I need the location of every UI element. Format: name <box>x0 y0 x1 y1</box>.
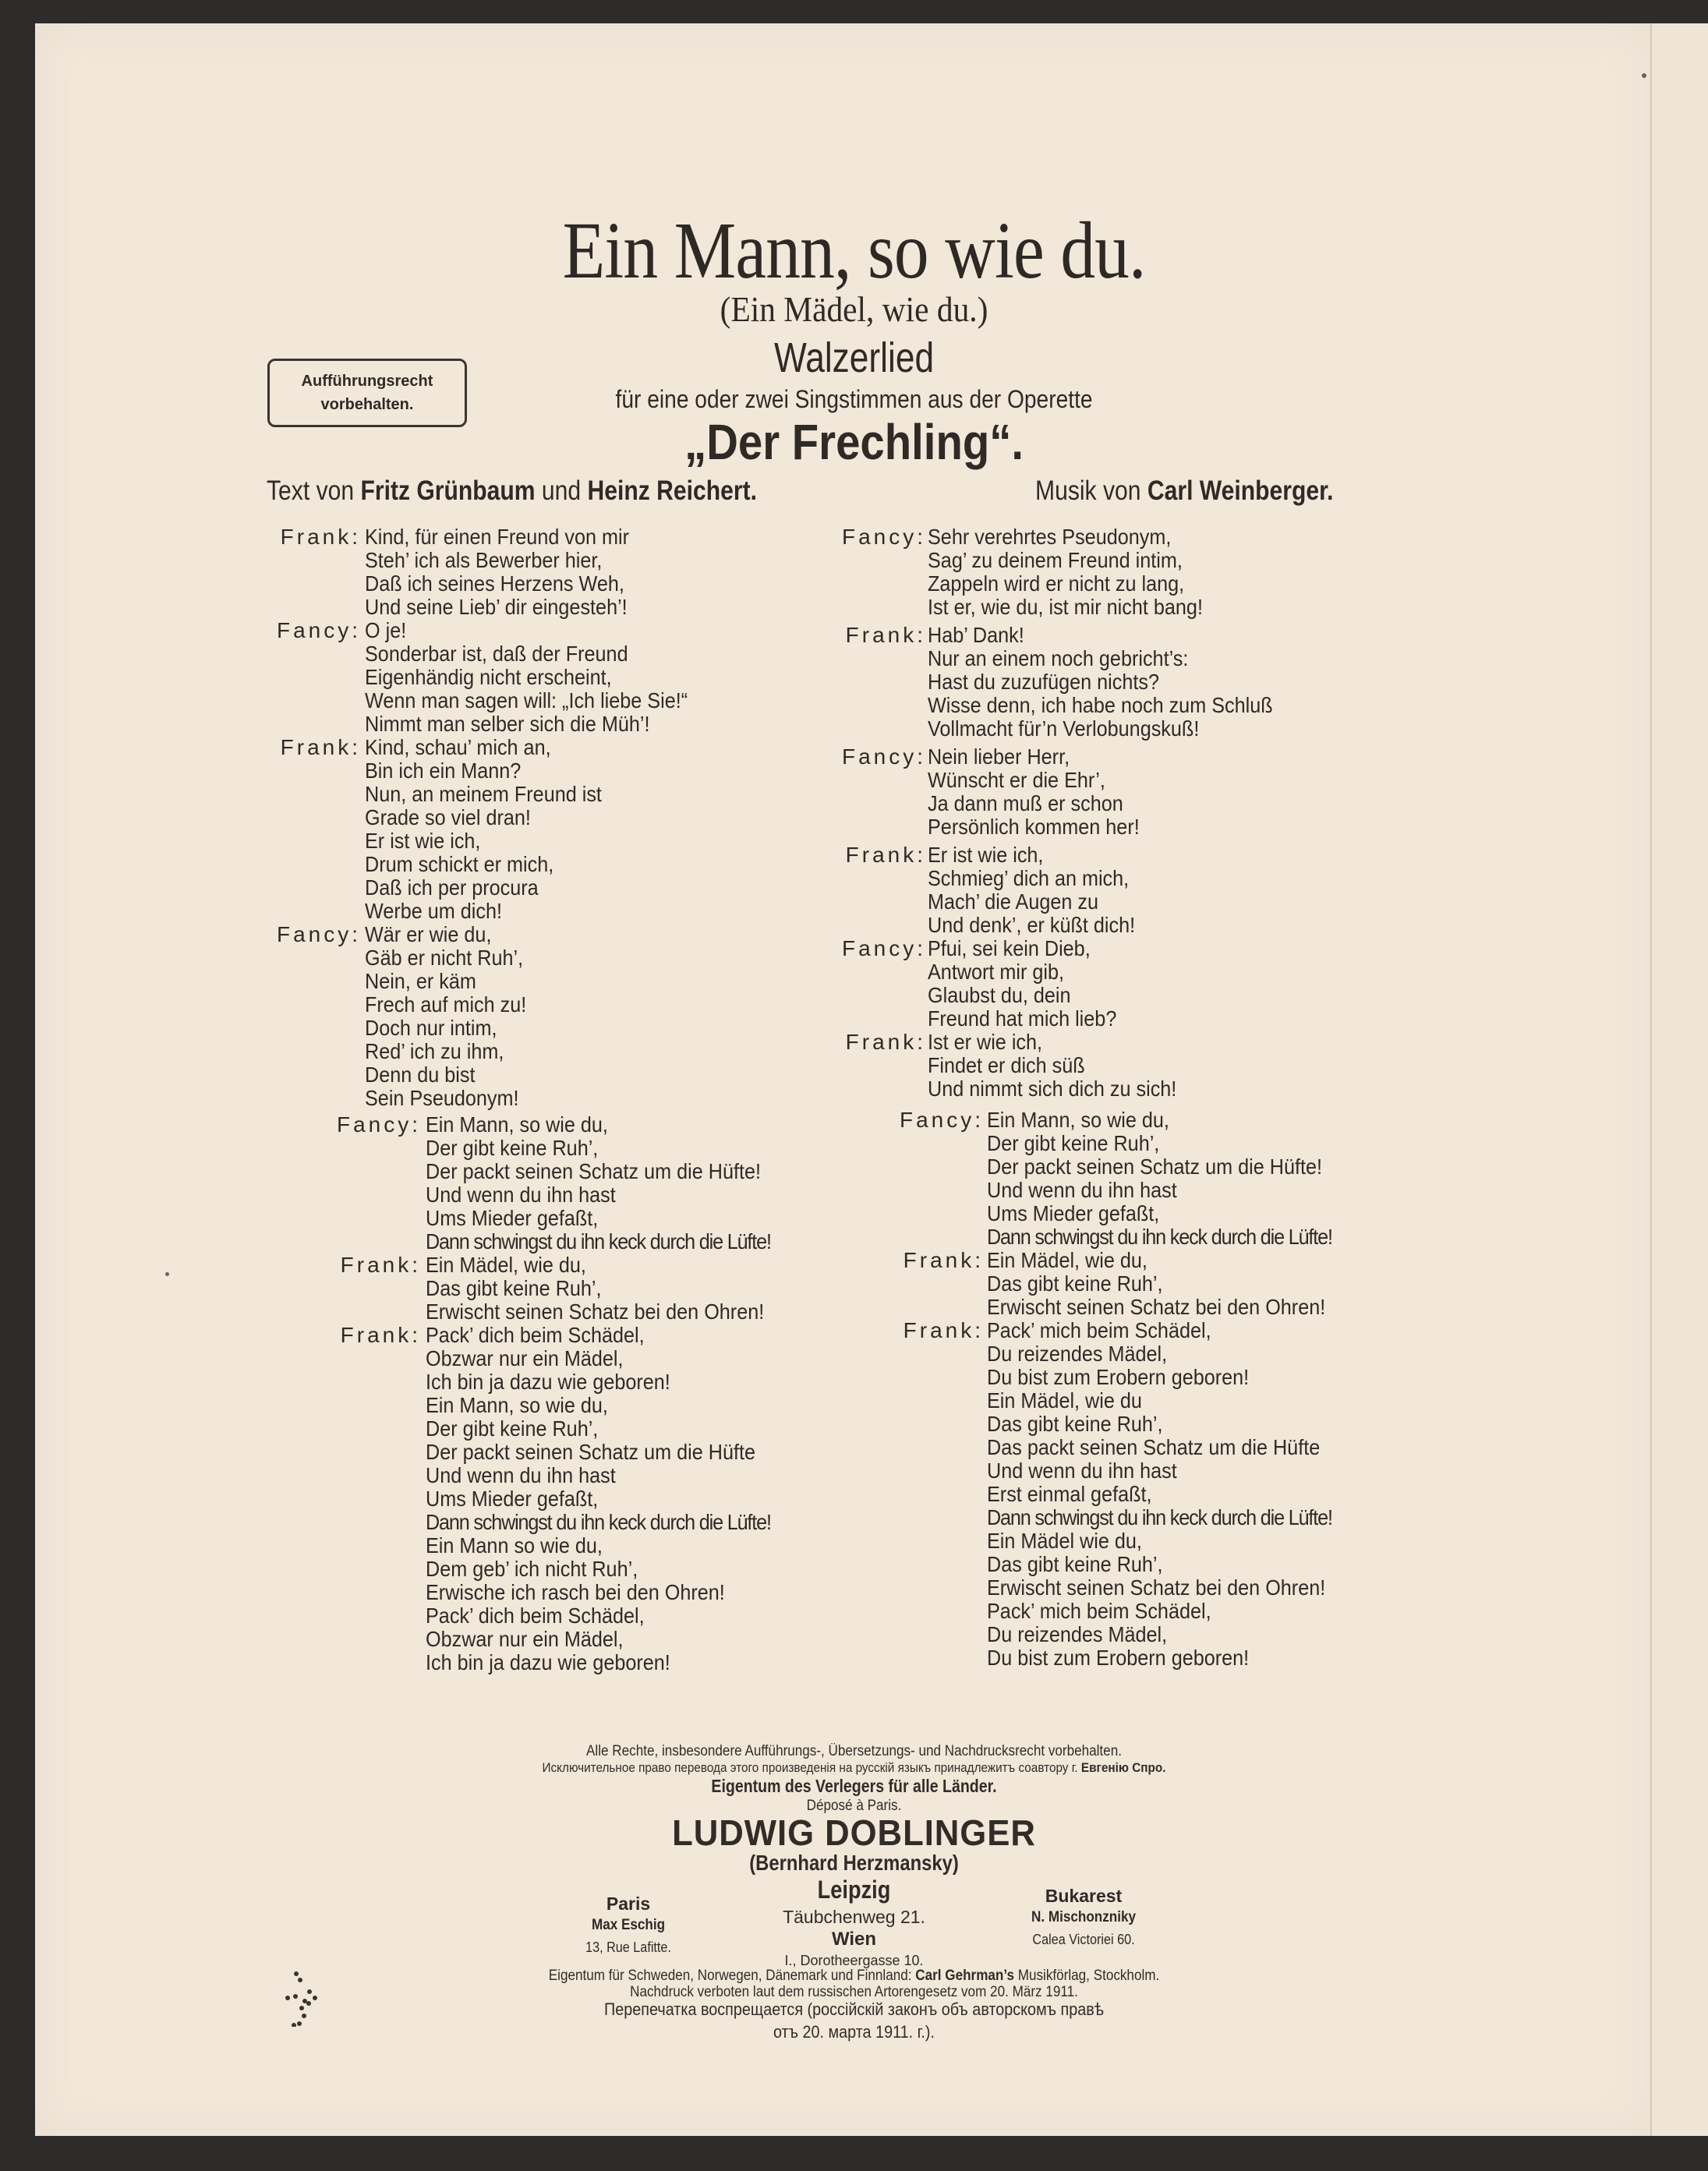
lyric-line: Und denk’, er küßt dich! <box>928 913 1136 937</box>
rights-box-line: vorbehalten. <box>320 396 414 413</box>
rights-box-line: Aufführungsrecht <box>301 373 433 390</box>
lyric-line: Antwort mir gib, <box>928 960 1065 984</box>
lyric-line: Pack’ mich beim Schädel, <box>987 1318 1211 1342</box>
speaker-label: Fancy: <box>276 922 361 946</box>
lyric-line: Wünscht er die Ehr’, <box>928 768 1105 792</box>
scandinavia-firm: Carl Gehrman’s <box>915 1968 1014 1984</box>
main-address: Täubchenweg 21. <box>783 1907 925 1927</box>
branch-address: Calea Victoriei 60. <box>1032 1932 1135 1947</box>
lyric-line: Frech auf mich zu! <box>365 992 527 1017</box>
lyric-line: Ich bin ja dazu wie geboren! <box>426 1370 670 1394</box>
lyric-line: Und seine Lieb’ dir eingesteh’! <box>365 595 628 619</box>
lyric-line: Das gibt keine Ruh’, <box>987 1412 1163 1436</box>
lyric-line: Hab’ Dank! <box>928 623 1024 647</box>
lyric-line: Vollmacht für’n Verlobungskuß! <box>928 716 1200 741</box>
lyric-line: Ich bin ja dazu wie geboren! <box>426 1650 670 1674</box>
lyric-line: Nein lieber Herr, <box>928 744 1070 769</box>
song-description: für eine oder zwei Singstimmen aus der Operette <box>615 385 1093 413</box>
lyric-line: Pfui, sei kein Dieb, <box>928 936 1091 960</box>
lyric-line: Der gibt keine Ruh’, <box>426 1416 599 1441</box>
lyric-line: Daß ich seines Herzens Weh, <box>365 571 624 596</box>
lyric-line: Werbe um dich! <box>365 899 503 923</box>
branch-paris <box>511 1893 745 1958</box>
speaker-label: Frank: <box>340 1323 421 1347</box>
lyric-line: Erwischt seinen Schatz bei den Ohren! <box>426 1299 765 1324</box>
lyric-line: Du bist zum Erobern geboren! <box>987 1646 1250 1670</box>
speaker-label: Frank: <box>845 1030 926 1054</box>
lyric-line: Grade so viel dran! <box>365 805 531 829</box>
lyric-line: Daß ich per procura <box>365 875 539 900</box>
russian-translation-notice <box>86 1760 1623 1776</box>
russian-law-notice: Перепечатка воспрещается (россійскій законъ объ авторскомъ правѣ <box>604 2000 1104 2019</box>
vienna-city: Wien <box>831 1929 877 1950</box>
lyric-line: Erwischt seinen Schatz bei den Ohren! <box>987 1575 1326 1600</box>
speaker-label: Fancy: <box>336 1112 421 1137</box>
lyric-line: Pack’ dich beim Schädel, <box>426 1323 645 1347</box>
translator-name: Евгенію Спро. <box>1080 1760 1166 1775</box>
lyricist-credit <box>267 476 757 507</box>
scandinavia-text: Eigentum für Schweden, Norwegen, Dänemark und Finnland: <box>548 1968 912 1984</box>
lyric-line: Ist er wie ich, <box>928 1030 1043 1054</box>
lyric-line: Und nimmt sich dich zu sich! <box>928 1077 1177 1101</box>
lyric-line: Du reizendes Mädel, <box>987 1622 1168 1646</box>
lyric-line: Ein Mädel wie du, <box>987 1529 1142 1553</box>
lyric-line: Ein Mann, so wie du, <box>987 1108 1169 1132</box>
lyric-line: Mach’ die Augen zu <box>928 889 1099 914</box>
paper-speck <box>1642 73 1646 78</box>
speaker-label: Frank: <box>280 735 361 759</box>
lyric-line: Und wenn du ihn hast <box>426 1183 616 1207</box>
lyric-line: Denn du bist <box>365 1063 476 1087</box>
branch-bukarest <box>967 1885 1201 1950</box>
lyric-line: Wisse denn, ich habe noch zum Schluß <box>928 693 1273 717</box>
lyric-line: Das gibt keine Ruh’, <box>987 1271 1163 1296</box>
credit-prefix: Musik von <box>1035 476 1141 506</box>
lyric-line: Erwische ich rasch bei den Ohren! <box>426 1580 725 1604</box>
scandinavia-location: Musikförlag, Stockholm. <box>1017 1968 1160 1984</box>
lyric-line: Ums Mieder gefaßt, <box>426 1487 599 1511</box>
main-city: Leipzig <box>817 1876 891 1904</box>
lyric-line: Glaubst du, dein <box>928 983 1071 1007</box>
speaker-label: Fancy: <box>841 525 926 549</box>
lyric-line: Obzwar nur ein Mädel, <box>426 1346 624 1370</box>
lyric-line: Sonderbar ist, daß der Freund <box>365 642 628 666</box>
branch-firm: Max Eschig <box>591 1917 666 1933</box>
depose-notice: Déposé à Paris. <box>806 1798 902 1814</box>
lyric-line: Nur an einem noch gebricht’s: <box>928 646 1189 670</box>
lyric-line: Der packt seinen Schatz um die Hüfte <box>426 1440 756 1464</box>
lyric-line: Pack’ mich beim Schädel, <box>987 1599 1211 1623</box>
publisher-property-notice: Eigentum des Verlegers für alle Länder. <box>711 1776 997 1796</box>
lyric-line: Ein Mädel, wie du <box>987 1388 1142 1413</box>
lyric-line: Ein Mädel, wie du, <box>987 1248 1148 1272</box>
lyric-line: Sehr verehrtes Pseudonym, <box>928 525 1172 549</box>
lyric-line: Der gibt keine Ruh’, <box>987 1131 1160 1155</box>
lyric-line: Wär er wie du, <box>365 922 492 946</box>
lyric-line: Das packt seinen Schatz um die Hüfte <box>987 1435 1321 1459</box>
lyric-stanza <box>0 1108 1708 1249</box>
lyricist-name: Heinz Reichert. <box>587 476 757 506</box>
lyric-stanza <box>0 624 1708 741</box>
song-title: Ein Mann, so wie du. <box>562 206 1146 295</box>
lyric-line: Der packt seinen Schatz um die Hüfte! <box>987 1154 1323 1179</box>
lyric-line: Red’ ich zu ihm, <box>365 1039 504 1063</box>
branch-city: Bukarest <box>1045 1886 1123 1906</box>
speaker-label: Frank: <box>340 1253 421 1277</box>
lyric-stanza <box>0 1031 1708 1101</box>
lyrics-right-column <box>0 525 1708 1101</box>
lyric-line: Ein Mann so wie du, <box>426 1533 603 1558</box>
lyric-line: Findet er dich süß <box>928 1053 1085 1077</box>
lyric-line: Nimmt man selber sich die Müh’! <box>365 712 650 736</box>
lyrics-right-refrain <box>0 1108 1708 1670</box>
lyric-line: Obzwar nur ein Mädel, <box>426 1627 624 1651</box>
speaker-label: Fancy: <box>841 936 926 960</box>
lyric-line: Das gibt keine Ruh’, <box>987 1552 1163 1576</box>
composer-credit <box>1035 476 1334 507</box>
publisher-name: LUDWIG DOBLINGER <box>672 1812 1036 1853</box>
lyric-line: Du reizendes Mädel, <box>987 1342 1168 1366</box>
lyric-stanza <box>0 745 1708 839</box>
lyric-line: Bin ich ein Mann? <box>365 758 522 783</box>
speaker-label: Frank: <box>845 623 926 647</box>
lyric-stanza <box>0 937 1708 1031</box>
speaker-label: Fancy: <box>899 1108 984 1132</box>
lyric-line: Ums Mieder gefaßt, <box>987 1201 1160 1225</box>
lyric-line: Dem geb’ ich nicht Ruh’, <box>426 1557 638 1581</box>
lyric-stanza <box>0 1249 1708 1319</box>
lyric-line: Ein Mann, so wie du, <box>426 1393 608 1417</box>
lyric-line: Steh’ ich als Bewerber hier, <box>365 548 603 572</box>
lyric-line: Hast du zuzufügen nichts? <box>928 670 1159 694</box>
speaker-label: Fancy: <box>276 618 361 642</box>
rights-notice: Alle Rechte, insbesondere Aufführungs-, Übersetzungs- und Nachdrucksrecht vorbehalten. <box>586 1743 1122 1759</box>
lyric-line: Nun, an meinem Freund ist <box>365 782 602 806</box>
lyric-line: Kind, für einen Freund von mir <box>365 525 629 549</box>
lyric-line: Ist er, wie du, ist mir nicht bang! <box>928 595 1203 619</box>
song-subtitle: (Ein Mädel, wie du.) <box>720 289 988 329</box>
lyric-line: Sag’ zu deinem Freund intim, <box>928 548 1183 572</box>
lyric-line: Dann schwingst du ihn keck durch die Lüfte! <box>426 1510 771 1534</box>
lyric-line: Und wenn du ihn hast <box>987 1459 1177 1483</box>
lyric-line: Persönlich kommen her! <box>928 815 1140 839</box>
russian-law-date: отъ 20. марта 1911. г.). <box>773 2022 935 2042</box>
lyric-line: Eigenhändig nicht erscheint, <box>365 665 612 689</box>
lyric-line: Nein, er käm <box>365 969 476 993</box>
lyric-line: O je! <box>365 618 407 642</box>
lyric-line: Drum schickt er mich, <box>365 852 554 876</box>
song-genre: Walzerlied <box>774 334 935 381</box>
decorative-dot-ornament <box>281 1964 335 2027</box>
lyric-line: Gäb er nicht Ruh’, <box>365 946 524 970</box>
lyric-line: Du bist zum Erobern geboren! <box>987 1365 1250 1389</box>
lyric-line: Schmieg’ dich an mich, <box>928 866 1130 890</box>
lyric-line: Er ist wie ich, <box>365 829 481 853</box>
lyric-line: Dann schwingst du ihn keck durch die Lüfte! <box>987 1225 1332 1249</box>
lyric-stanza <box>0 1319 1708 1670</box>
lyric-line: Zappeln wird er nicht zu lang, <box>928 571 1185 596</box>
lyric-line: Wenn man sagen will: „Ich liebe Sie!“ <box>365 688 688 712</box>
lyric-line: Der packt seinen Schatz um die Hüfte! <box>426 1159 762 1183</box>
lyric-line: Und wenn du ihn hast <box>426 1463 616 1487</box>
lyric-line: Ein Mann, so wie du, <box>426 1112 608 1137</box>
lyric-line: Ein Mädel, wie du, <box>426 1253 586 1277</box>
publisher-subname: (Bernhard Herzmansky) <box>749 1851 959 1875</box>
branch-address: 13, Rue Lafitte. <box>585 1939 671 1955</box>
speaker-label: Frank: <box>903 1318 984 1342</box>
speaker-label: Frank: <box>903 1248 984 1272</box>
lyric-line: Erst einmal gefaßt, <box>987 1482 1152 1506</box>
lyric-line: Doch nur intim, <box>365 1016 497 1040</box>
lyric-line: Sein Pseudonym! <box>365 1086 519 1110</box>
lyric-line: Pack’ dich beim Schädel, <box>426 1603 645 1628</box>
lyric-line: Dann schwingst du ihn keck durch die Lüfte! <box>987 1505 1332 1529</box>
speaker-label: Frank: <box>845 843 926 867</box>
lyric-line: Das gibt keine Ruh’, <box>426 1276 602 1300</box>
russian-notice-text: Исключительное право перевода этого произведенія на русскій языкъ принадлежитъ соавтору г. <box>542 1760 1078 1775</box>
credit-conjunction: und <box>541 476 582 506</box>
reprint-notice: Nachdruck verboten laut dem russischen Artorengesetz vom 20. März 1911. <box>630 1984 1078 2000</box>
lyric-line: Er ist wie ich, <box>928 843 1044 867</box>
speaker-label: Fancy: <box>841 744 926 769</box>
lyric-line: Dann schwingst du ihn keck durch die Lüfte! <box>426 1229 771 1253</box>
credit-prefix: Text von <box>267 476 355 506</box>
lyric-line: Und wenn du ihn hast <box>987 1178 1177 1202</box>
lyric-line: Kind, schau’ mich an, <box>365 735 551 759</box>
composer-name: Carl Weinberger. <box>1147 476 1334 506</box>
lyric-line: Freund hat mich lieb? <box>928 1006 1117 1031</box>
operetta-title: „Der Frechling“. <box>684 414 1024 470</box>
lyric-line: Erwischt seinen Schatz bei den Ohren! <box>987 1295 1326 1319</box>
lyricist-name: Fritz Grünbaum <box>360 476 536 506</box>
branch-firm: N. Mischonzniky <box>1031 1909 1136 1925</box>
lyric-line: Ums Mieder gefaßt, <box>426 1206 599 1230</box>
lyric-stanza <box>0 525 1708 619</box>
lyric-line: Der gibt keine Ruh’, <box>426 1136 599 1160</box>
speaker-label: Frank: <box>280 525 361 549</box>
lyric-line: Ja dann muß er schon <box>928 791 1123 815</box>
performance-rights-box <box>267 359 467 427</box>
branch-city: Paris <box>606 1893 651 1914</box>
lyric-stanza <box>0 843 1708 937</box>
vienna-address: I., Dorotheergasse 10. <box>784 1953 924 1968</box>
